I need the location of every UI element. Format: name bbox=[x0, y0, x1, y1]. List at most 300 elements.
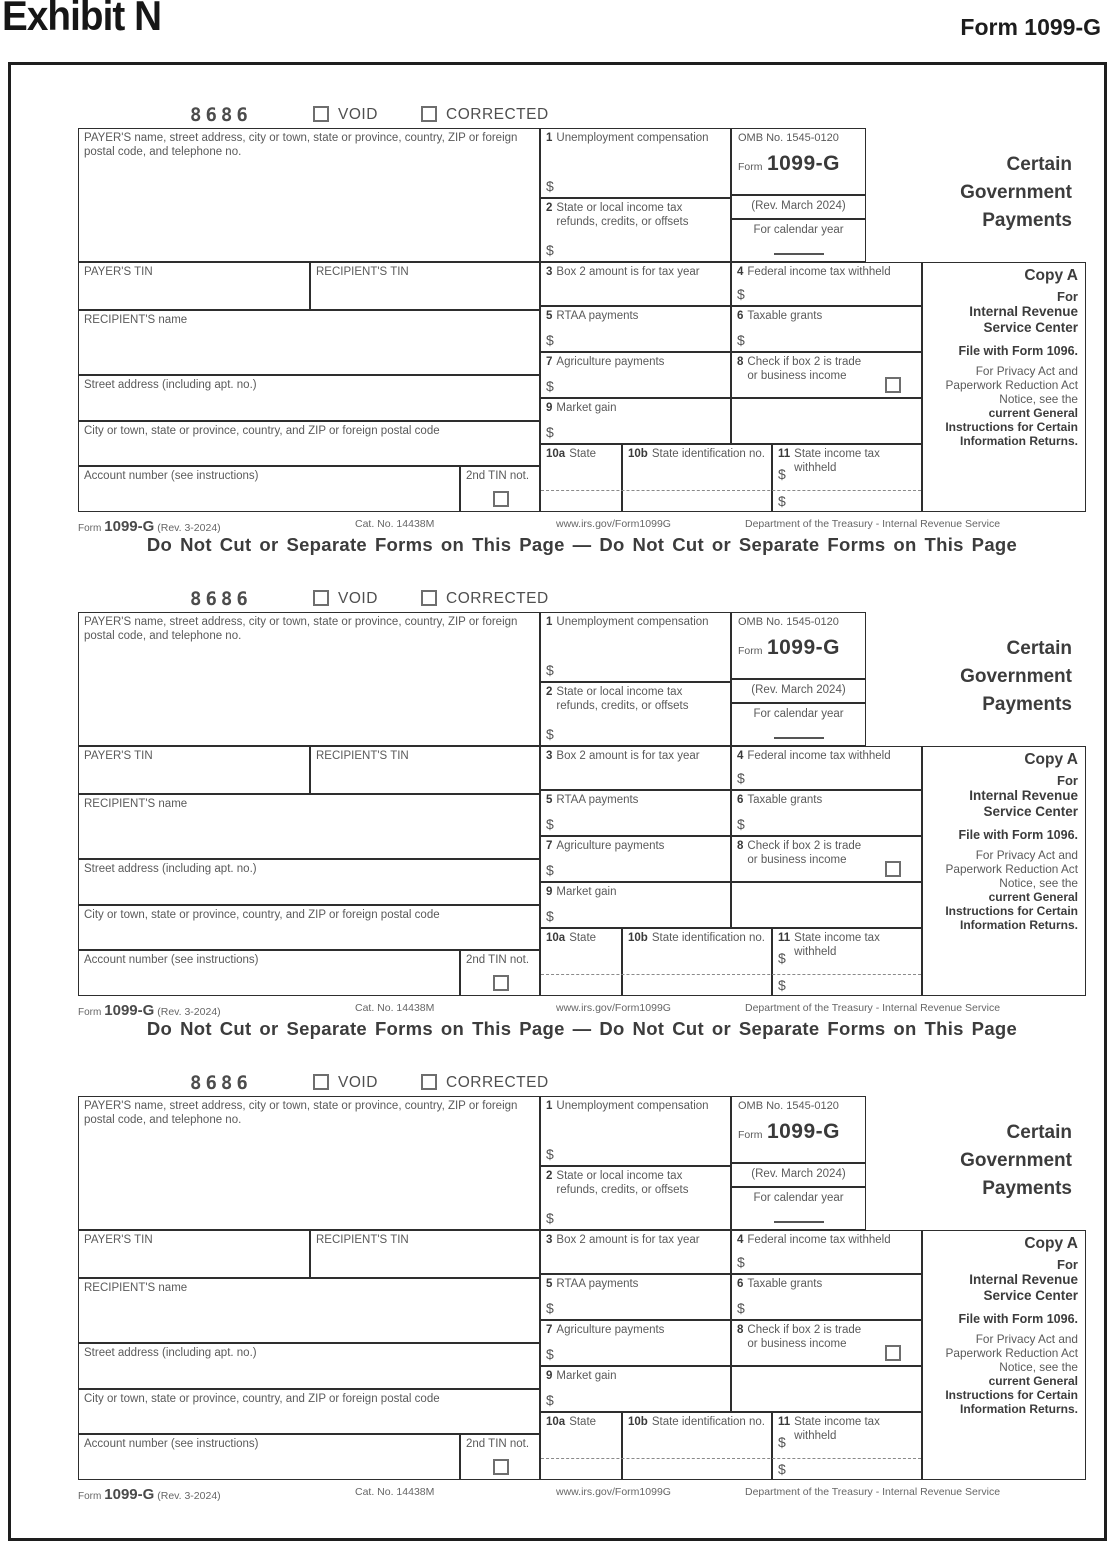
form-word: Form bbox=[738, 645, 763, 657]
account-number-cell[interactable] bbox=[78, 466, 460, 512]
box2-label: State or local income tax refunds, credits, or offsets bbox=[556, 686, 689, 712]
footer-revision: (Rev. 3-2024) bbox=[157, 1490, 221, 1502]
recipient-tin-cell[interactable] bbox=[310, 746, 540, 794]
box7-number: 7 bbox=[546, 840, 553, 852]
box10a-cell[interactable] bbox=[540, 444, 622, 512]
box5-number: 5 bbox=[546, 310, 553, 322]
box1-dollar-sign: $ bbox=[546, 662, 554, 678]
box4-number: 4 bbox=[737, 750, 744, 762]
box9-empty-cell bbox=[731, 1366, 922, 1412]
box7-dollar-sign: $ bbox=[546, 1346, 554, 1362]
box3-cell[interactable] bbox=[540, 1230, 731, 1274]
payer-info-label: PAYER'S name, street address, city or town, state or province, country, ZIP or foreign postal code, and telephone no. bbox=[84, 616, 518, 642]
form-title-line2: Government bbox=[960, 666, 1072, 687]
payer-info-cell[interactable] bbox=[78, 612, 540, 746]
box6-dollar-sign: $ bbox=[737, 1300, 745, 1316]
box5-dollar-sign: $ bbox=[546, 332, 554, 348]
box8-number: 8 bbox=[737, 356, 744, 368]
form-number: 1099-G bbox=[766, 636, 840, 659]
box2-number: 2 bbox=[546, 202, 553, 214]
exhibit-title: Exhibit N bbox=[2, 0, 162, 39]
box10a-cell[interactable] bbox=[540, 1412, 622, 1480]
box4-cell[interactable] bbox=[731, 746, 922, 790]
box9-cell[interactable] bbox=[540, 1366, 731, 1412]
box7-number: 7 bbox=[546, 1324, 553, 1336]
recipient-name-cell[interactable] bbox=[78, 310, 540, 375]
box5-cell[interactable] bbox=[540, 306, 731, 352]
city-label: City or town, state or province, country, and ZIP or foreign postal code bbox=[84, 425, 440, 437]
box7-cell[interactable] bbox=[540, 836, 731, 882]
box6-number: 6 bbox=[737, 310, 744, 322]
omb-cell bbox=[731, 612, 866, 679]
footer-department: Department of the Treasury - Internal Revenue Service bbox=[745, 1002, 1001, 1014]
second-tin-label: 2nd TIN not. bbox=[466, 470, 530, 482]
box11-dollar-sign-top: $ bbox=[778, 466, 786, 482]
copy-a-label: Copy A bbox=[1024, 751, 1078, 768]
header-form-number: Form 1099-G bbox=[960, 14, 1101, 40]
form-title-line3: Payments bbox=[982, 694, 1072, 715]
calendar-year-cell[interactable] bbox=[731, 703, 866, 746]
account-number-label: Account number (see instructions) bbox=[84, 1438, 259, 1450]
revision-label: (Rev. March 2024) bbox=[751, 200, 846, 212]
copy-a-irs-line1: Internal Revenue bbox=[969, 1272, 1078, 1287]
box4-number: 4 bbox=[737, 1234, 744, 1246]
box11-number: 11 bbox=[778, 1416, 791, 1428]
box1-label: Unemployment compensation bbox=[556, 132, 709, 144]
payer-tin-label: PAYER'S TIN bbox=[84, 1234, 153, 1246]
footer-revision: (Rev. 3-2024) bbox=[157, 522, 221, 534]
recipient-name-label: RECIPIENT'S name bbox=[84, 314, 188, 326]
second-tin-label: 2nd TIN not. bbox=[466, 1438, 530, 1450]
box8-cell bbox=[731, 1320, 922, 1366]
box1-dollar-sign: $ bbox=[546, 178, 554, 194]
box9-number: 9 bbox=[546, 1370, 553, 1382]
revision-cell bbox=[731, 1163, 866, 1187]
box3-number: 3 bbox=[546, 1234, 553, 1246]
box9-label: Market gain bbox=[556, 402, 617, 414]
box5-cell[interactable] bbox=[540, 1274, 731, 1320]
box9-cell[interactable] bbox=[540, 398, 731, 444]
box11-dollar-sign-bottom: $ bbox=[778, 1461, 786, 1477]
box5-dollar-sign: $ bbox=[546, 816, 554, 832]
box1-number: 1 bbox=[546, 616, 553, 628]
box11-dollar-sign-top: $ bbox=[778, 1434, 786, 1450]
corrected-checkbox[interactable] bbox=[421, 1074, 437, 1090]
box10a-label: State bbox=[569, 1416, 597, 1428]
box2-cell[interactable] bbox=[540, 682, 731, 746]
box6-label: Taxable grants bbox=[747, 794, 823, 806]
box10a-label: State bbox=[569, 448, 597, 460]
payer-tin-label: PAYER'S TIN bbox=[84, 750, 153, 762]
box4-cell[interactable] bbox=[731, 1230, 922, 1274]
payer-tin-cell[interactable] bbox=[78, 746, 310, 794]
city-label: City or town, state or province, country, and ZIP or foreign postal code bbox=[84, 909, 440, 921]
revision-label: (Rev. March 2024) bbox=[751, 1168, 846, 1180]
box2-number: 2 bbox=[546, 1170, 553, 1182]
calendar-year-label: For calendar year bbox=[753, 224, 844, 236]
footer-irs-url[interactable]: www.irs.gov/Form1099G bbox=[556, 518, 671, 530]
form-title-line2: Government bbox=[960, 1150, 1072, 1171]
box10b-number: 10b bbox=[628, 1416, 648, 1428]
box3-cell[interactable] bbox=[540, 262, 731, 306]
footer-form-number: 1099-G bbox=[104, 518, 155, 535]
box6-cell[interactable] bbox=[731, 306, 922, 352]
footer-form-id bbox=[78, 1002, 221, 1019]
box10b-cell[interactable] bbox=[622, 444, 772, 512]
form-number: 1099-G bbox=[766, 1120, 840, 1143]
form-word: Form bbox=[738, 1129, 763, 1141]
box10a-cell[interactable] bbox=[540, 928, 622, 996]
footer-catalog-number: Cat. No. 14438M bbox=[355, 1002, 435, 1014]
do-not-cut-notice: Do Not Cut or Separate Forms on This Page — Do Not Cut or Separate Forms on This Page bbox=[146, 534, 1018, 555]
box5-number: 5 bbox=[546, 794, 553, 806]
box4-label: Federal income tax withheld bbox=[747, 266, 891, 278]
form-title bbox=[866, 1119, 1072, 1203]
payer-tin-label: PAYER'S TIN bbox=[84, 266, 153, 278]
form-title-line1: Certain bbox=[1006, 154, 1072, 175]
box8-label: Check if box 2 is trade or business income bbox=[747, 1324, 862, 1350]
calendar-year-blank[interactable] bbox=[774, 737, 824, 739]
box2-dollar-sign: $ bbox=[546, 726, 554, 742]
footer-catalog-number: Cat. No. 14438M bbox=[355, 1486, 435, 1498]
footer-form-id bbox=[78, 518, 221, 535]
box9-dollar-sign: $ bbox=[546, 1392, 554, 1408]
copy-a-irs-line1: Internal Revenue bbox=[969, 788, 1078, 803]
box10a-number: 10a bbox=[546, 448, 566, 460]
recipient-name-label: RECIPIENT'S name bbox=[84, 1282, 188, 1294]
city-label: City or town, state or province, country, and ZIP or foreign postal code bbox=[84, 1393, 440, 1405]
box11-cell[interactable] bbox=[772, 1412, 922, 1480]
copy-a-irs-line2: Service Center bbox=[983, 319, 1078, 335]
box8-label: Check if box 2 is trade or business income bbox=[747, 356, 862, 382]
calendar-year-label: For calendar year bbox=[753, 1192, 844, 1204]
form-title-line3: Payments bbox=[982, 1178, 1072, 1199]
box4-label: Federal income tax withheld bbox=[747, 1234, 891, 1246]
box8-label: Check if box 2 is trade or business income bbox=[747, 840, 862, 866]
box6-cell[interactable] bbox=[731, 1274, 922, 1320]
calendar-year-cell[interactable] bbox=[731, 219, 866, 262]
box6-number: 6 bbox=[737, 1278, 744, 1290]
footer-form-word: Form bbox=[78, 1491, 102, 1502]
state-row-divider bbox=[541, 974, 921, 975]
second-tin-cell bbox=[460, 466, 540, 512]
box10a-label: State bbox=[569, 932, 597, 944]
copy-a-for: For bbox=[1057, 289, 1078, 304]
footer-form-word: Form bbox=[78, 1007, 102, 1018]
form-title bbox=[866, 151, 1072, 235]
box3-cell[interactable] bbox=[540, 746, 731, 790]
recipient-name-cell[interactable] bbox=[78, 794, 540, 859]
copy-a-cell bbox=[922, 262, 1086, 512]
second-tin-cell bbox=[460, 950, 540, 996]
box3-label: Box 2 amount is for tax year bbox=[556, 750, 700, 762]
form-ocr-code: 8686 bbox=[190, 1072, 252, 1094]
copy-a-file-with: File with Form 1096. bbox=[958, 1312, 1078, 1326]
footer-department: Department of the Treasury - Internal Revenue Service bbox=[745, 1486, 1001, 1498]
footer-form-number: 1099-G bbox=[104, 1002, 155, 1019]
account-number-label: Account number (see instructions) bbox=[84, 954, 259, 966]
box9-number: 9 bbox=[546, 886, 553, 898]
box5-number: 5 bbox=[546, 1278, 553, 1290]
box5-label: RTAA payments bbox=[556, 794, 639, 806]
recipient-tin-label: RECIPIENT'S TIN bbox=[316, 1234, 409, 1246]
form-word: Form bbox=[738, 161, 763, 173]
box11-cell[interactable] bbox=[772, 444, 922, 512]
box1-number: 1 bbox=[546, 132, 553, 144]
payer-tin-cell[interactable] bbox=[78, 262, 310, 310]
box9-label: Market gain bbox=[556, 886, 617, 898]
box7-dollar-sign: $ bbox=[546, 862, 554, 878]
box4-cell[interactable] bbox=[731, 262, 922, 306]
revision-cell bbox=[731, 195, 866, 219]
account-number-cell[interactable] bbox=[78, 950, 460, 996]
copy-a-file-with: File with Form 1096. bbox=[958, 344, 1078, 358]
street-address-label: Street address (including apt. no.) bbox=[84, 379, 257, 391]
box7-number: 7 bbox=[546, 356, 553, 368]
footer-irs-url[interactable]: www.irs.gov/Form1099G bbox=[556, 1002, 671, 1014]
calendar-year-blank[interactable] bbox=[774, 253, 824, 255]
box4-number: 4 bbox=[737, 266, 744, 278]
void-label: VOID bbox=[338, 106, 378, 123]
box5-label: RTAA payments bbox=[556, 1278, 639, 1290]
corrected-label: CORRECTED bbox=[446, 106, 549, 123]
box1-label: Unemployment compensation bbox=[556, 1100, 709, 1112]
box7-dollar-sign: $ bbox=[546, 378, 554, 394]
box2-cell[interactable] bbox=[540, 1166, 731, 1230]
box7-label: Agriculture payments bbox=[556, 1324, 665, 1336]
calendar-year-label: For calendar year bbox=[753, 708, 844, 720]
omb-number: OMB No. 1545-0120 bbox=[738, 132, 839, 144]
payer-info-label: PAYER'S name, street address, city or town, state or province, country, ZIP or foreign postal code, and telephone no. bbox=[84, 1100, 518, 1126]
recipient-name-cell[interactable] bbox=[78, 1278, 540, 1343]
copy-a-label: Copy A bbox=[1024, 1235, 1078, 1252]
box10a-number: 10a bbox=[546, 932, 566, 944]
footer-revision: (Rev. 3-2024) bbox=[157, 1006, 221, 1018]
box8-checkbox[interactable] bbox=[885, 861, 901, 877]
copy-a-for: For bbox=[1057, 1257, 1078, 1272]
box8-cell bbox=[731, 352, 922, 398]
box1-cell[interactable] bbox=[540, 128, 731, 198]
box4-dollar-sign: $ bbox=[737, 286, 745, 302]
box8-checkbox[interactable] bbox=[885, 1345, 901, 1361]
second-tin-checkbox[interactable] bbox=[493, 975, 509, 991]
box8-number: 8 bbox=[737, 1324, 744, 1336]
box2-label: State or local income tax refunds, credits, or offsets bbox=[556, 1170, 689, 1196]
box7-cell[interactable] bbox=[540, 1320, 731, 1366]
box1-dollar-sign: $ bbox=[546, 1146, 554, 1162]
footer-form-id bbox=[78, 1486, 221, 1503]
payer-info-cell[interactable] bbox=[78, 1096, 540, 1230]
recipient-name-label: RECIPIENT'S name bbox=[84, 798, 188, 810]
void-label: VOID bbox=[338, 1074, 378, 1091]
calendar-year-blank[interactable] bbox=[774, 1221, 824, 1223]
box10a-number: 10a bbox=[546, 1416, 566, 1428]
void-checkbox[interactable] bbox=[313, 1074, 329, 1090]
copy-a-instructions: current General Instructions for Certain Information Returns. bbox=[945, 406, 1078, 448]
box1-number: 1 bbox=[546, 1100, 553, 1112]
box8-cell bbox=[731, 836, 922, 882]
box9-dollar-sign: $ bbox=[546, 424, 554, 440]
box11-label: State income tax withheld bbox=[794, 1416, 880, 1442]
box11-label: State income tax withheld bbox=[794, 932, 880, 958]
box4-dollar-sign: $ bbox=[737, 1254, 745, 1270]
copy-a-irs-line1: Internal Revenue bbox=[969, 304, 1078, 319]
recipient-tin-cell[interactable] bbox=[310, 1230, 540, 1278]
void-label: VOID bbox=[338, 590, 378, 607]
recipient-tin-cell[interactable] bbox=[310, 262, 540, 310]
street-address-cell[interactable] bbox=[78, 859, 540, 905]
omb-number: OMB No. 1545-0120 bbox=[738, 616, 839, 628]
box11-number: 11 bbox=[778, 448, 791, 460]
box7-cell[interactable] bbox=[540, 352, 731, 398]
box2-cell[interactable] bbox=[540, 198, 731, 262]
box6-cell[interactable] bbox=[731, 790, 922, 836]
box10b-cell[interactable] bbox=[622, 928, 772, 996]
street-address-cell[interactable] bbox=[78, 1343, 540, 1389]
calendar-year-cell[interactable] bbox=[731, 1187, 866, 1230]
form-number: 1099-G bbox=[766, 152, 840, 175]
city-cell[interactable] bbox=[78, 421, 540, 466]
form-title-line1: Certain bbox=[1006, 1122, 1072, 1143]
box6-dollar-sign: $ bbox=[737, 816, 745, 832]
account-number-label: Account number (see instructions) bbox=[84, 470, 259, 482]
copy-a-irs-line2: Service Center bbox=[983, 1287, 1078, 1303]
box2-number: 2 bbox=[546, 686, 553, 698]
copy-a-instructions: current General Instructions for Certain Information Returns. bbox=[945, 890, 1078, 932]
box10b-number: 10b bbox=[628, 932, 648, 944]
city-cell[interactable] bbox=[78, 1389, 540, 1434]
box10b-number: 10b bbox=[628, 448, 648, 460]
box3-number: 3 bbox=[546, 266, 553, 278]
box11-label: State income tax withheld bbox=[794, 448, 880, 474]
box8-number: 8 bbox=[737, 840, 744, 852]
form-title-line2: Government bbox=[960, 182, 1072, 203]
form-title-line3: Payments bbox=[982, 210, 1072, 231]
box11-dollar-sign-bottom: $ bbox=[778, 977, 786, 993]
copy-a-instructions: current General Instructions for Certain Information Returns. bbox=[945, 1374, 1078, 1416]
box6-label: Taxable grants bbox=[747, 1278, 823, 1290]
footer-irs-url[interactable]: www.irs.gov/Form1099G bbox=[556, 1486, 671, 1498]
footer-catalog-number: Cat. No. 14438M bbox=[355, 518, 435, 530]
box6-label: Taxable grants bbox=[747, 310, 823, 322]
street-address-label: Street address (including apt. no.) bbox=[84, 1347, 257, 1359]
street-address-label: Street address (including apt. no.) bbox=[84, 863, 257, 875]
box4-label: Federal income tax withheld bbox=[747, 750, 891, 762]
second-tin-checkbox[interactable] bbox=[493, 491, 509, 507]
recipient-tin-label: RECIPIENT'S TIN bbox=[316, 750, 409, 762]
box9-label: Market gain bbox=[556, 1370, 617, 1382]
box5-label: RTAA payments bbox=[556, 310, 639, 322]
corrected-checkbox[interactable] bbox=[421, 590, 437, 606]
box10b-label: State identification no. bbox=[651, 448, 765, 460]
box5-cell[interactable] bbox=[540, 790, 731, 836]
box9-dollar-sign: $ bbox=[546, 908, 554, 924]
form-ocr-code: 8686 bbox=[190, 104, 252, 126]
box9-empty-cell bbox=[731, 398, 922, 444]
box2-dollar-sign: $ bbox=[546, 242, 554, 258]
do-not-cut-notice: Do Not Cut or Separate Forms on This Page — Do Not Cut or Separate Forms on This Page bbox=[146, 1018, 1018, 1039]
copy-a-privacy-notice: For Privacy Act and Paperwork Reduction Act Notice, see the bbox=[945, 364, 1078, 406]
form-1099g bbox=[78, 103, 1086, 563]
box3-number: 3 bbox=[546, 750, 553, 762]
form-title bbox=[866, 635, 1072, 719]
copy-a-cell bbox=[922, 746, 1086, 996]
footer-department: Department of the Treasury - Internal Revenue Service bbox=[745, 518, 1001, 530]
second-tin-label: 2nd TIN not. bbox=[466, 954, 530, 966]
copy-a-privacy-notice: For Privacy Act and Paperwork Reduction Act Notice, see the bbox=[945, 1332, 1078, 1374]
box6-number: 6 bbox=[737, 794, 744, 806]
second-tin-cell bbox=[460, 1434, 540, 1480]
footer-form-word: Form bbox=[78, 523, 102, 534]
city-cell[interactable] bbox=[78, 905, 540, 950]
box9-number: 9 bbox=[546, 402, 553, 414]
box11-dollar-sign-bottom: $ bbox=[778, 493, 786, 509]
box3-label: Box 2 amount is for tax year bbox=[556, 266, 700, 278]
revision-label: (Rev. March 2024) bbox=[751, 684, 846, 696]
payer-info-label: PAYER'S name, street address, city or town, state or province, country, ZIP or foreign postal code, and telephone no. bbox=[84, 132, 518, 158]
corrected-label: CORRECTED bbox=[446, 1074, 549, 1091]
box2-dollar-sign: $ bbox=[546, 1210, 554, 1226]
account-number-cell[interactable] bbox=[78, 1434, 460, 1480]
box10b-label: State identification no. bbox=[651, 932, 765, 944]
box10b-label: State identification no. bbox=[651, 1416, 765, 1428]
box7-label: Agriculture payments bbox=[556, 356, 665, 368]
form-ocr-code: 8686 bbox=[190, 588, 252, 610]
box4-dollar-sign: $ bbox=[737, 770, 745, 786]
void-checkbox[interactable] bbox=[313, 590, 329, 606]
state-row-divider bbox=[541, 490, 921, 491]
payer-tin-cell[interactable] bbox=[78, 1230, 310, 1278]
box1-cell[interactable] bbox=[540, 612, 731, 682]
street-address-cell[interactable] bbox=[78, 375, 540, 421]
box3-label: Box 2 amount is for tax year bbox=[556, 1234, 700, 1246]
box1-label: Unemployment compensation bbox=[556, 616, 709, 628]
copy-a-cell bbox=[922, 1230, 1086, 1480]
box9-empty-cell bbox=[731, 882, 922, 928]
box6-dollar-sign: $ bbox=[737, 332, 745, 348]
omb-number: OMB No. 1545-0120 bbox=[738, 1100, 839, 1112]
box2-label: State or local income tax refunds, credits, or offsets bbox=[556, 202, 689, 228]
omb-cell bbox=[731, 1096, 866, 1163]
box5-dollar-sign: $ bbox=[546, 1300, 554, 1316]
box1-cell[interactable] bbox=[540, 1096, 731, 1166]
box10b-cell[interactable] bbox=[622, 1412, 772, 1480]
copy-a-irs-line2: Service Center bbox=[983, 803, 1078, 819]
payer-info-cell[interactable] bbox=[78, 128, 540, 262]
corrected-checkbox[interactable] bbox=[421, 106, 437, 122]
copy-a-label: Copy A bbox=[1024, 267, 1078, 284]
copy-a-privacy-notice: For Privacy Act and Paperwork Reduction Act Notice, see the bbox=[945, 848, 1078, 890]
form-title-line1: Certain bbox=[1006, 638, 1072, 659]
form-1099g bbox=[78, 587, 1086, 1047]
box9-cell[interactable] bbox=[540, 882, 731, 928]
recipient-tin-label: RECIPIENT'S TIN bbox=[316, 266, 409, 278]
box8-checkbox[interactable] bbox=[885, 377, 901, 393]
void-checkbox[interactable] bbox=[313, 106, 329, 122]
revision-cell bbox=[731, 679, 866, 703]
box11-cell[interactable] bbox=[772, 928, 922, 996]
form-1099g bbox=[78, 1071, 1086, 1531]
state-row-divider bbox=[541, 1458, 921, 1459]
footer-form-number: 1099-G bbox=[104, 1486, 155, 1503]
copy-a-for: For bbox=[1057, 773, 1078, 788]
corrected-label: CORRECTED bbox=[446, 590, 549, 607]
box11-number: 11 bbox=[778, 932, 791, 944]
copy-a-file-with: File with Form 1096. bbox=[958, 828, 1078, 842]
second-tin-checkbox[interactable] bbox=[493, 1459, 509, 1475]
box7-label: Agriculture payments bbox=[556, 840, 665, 852]
omb-cell bbox=[731, 128, 866, 195]
